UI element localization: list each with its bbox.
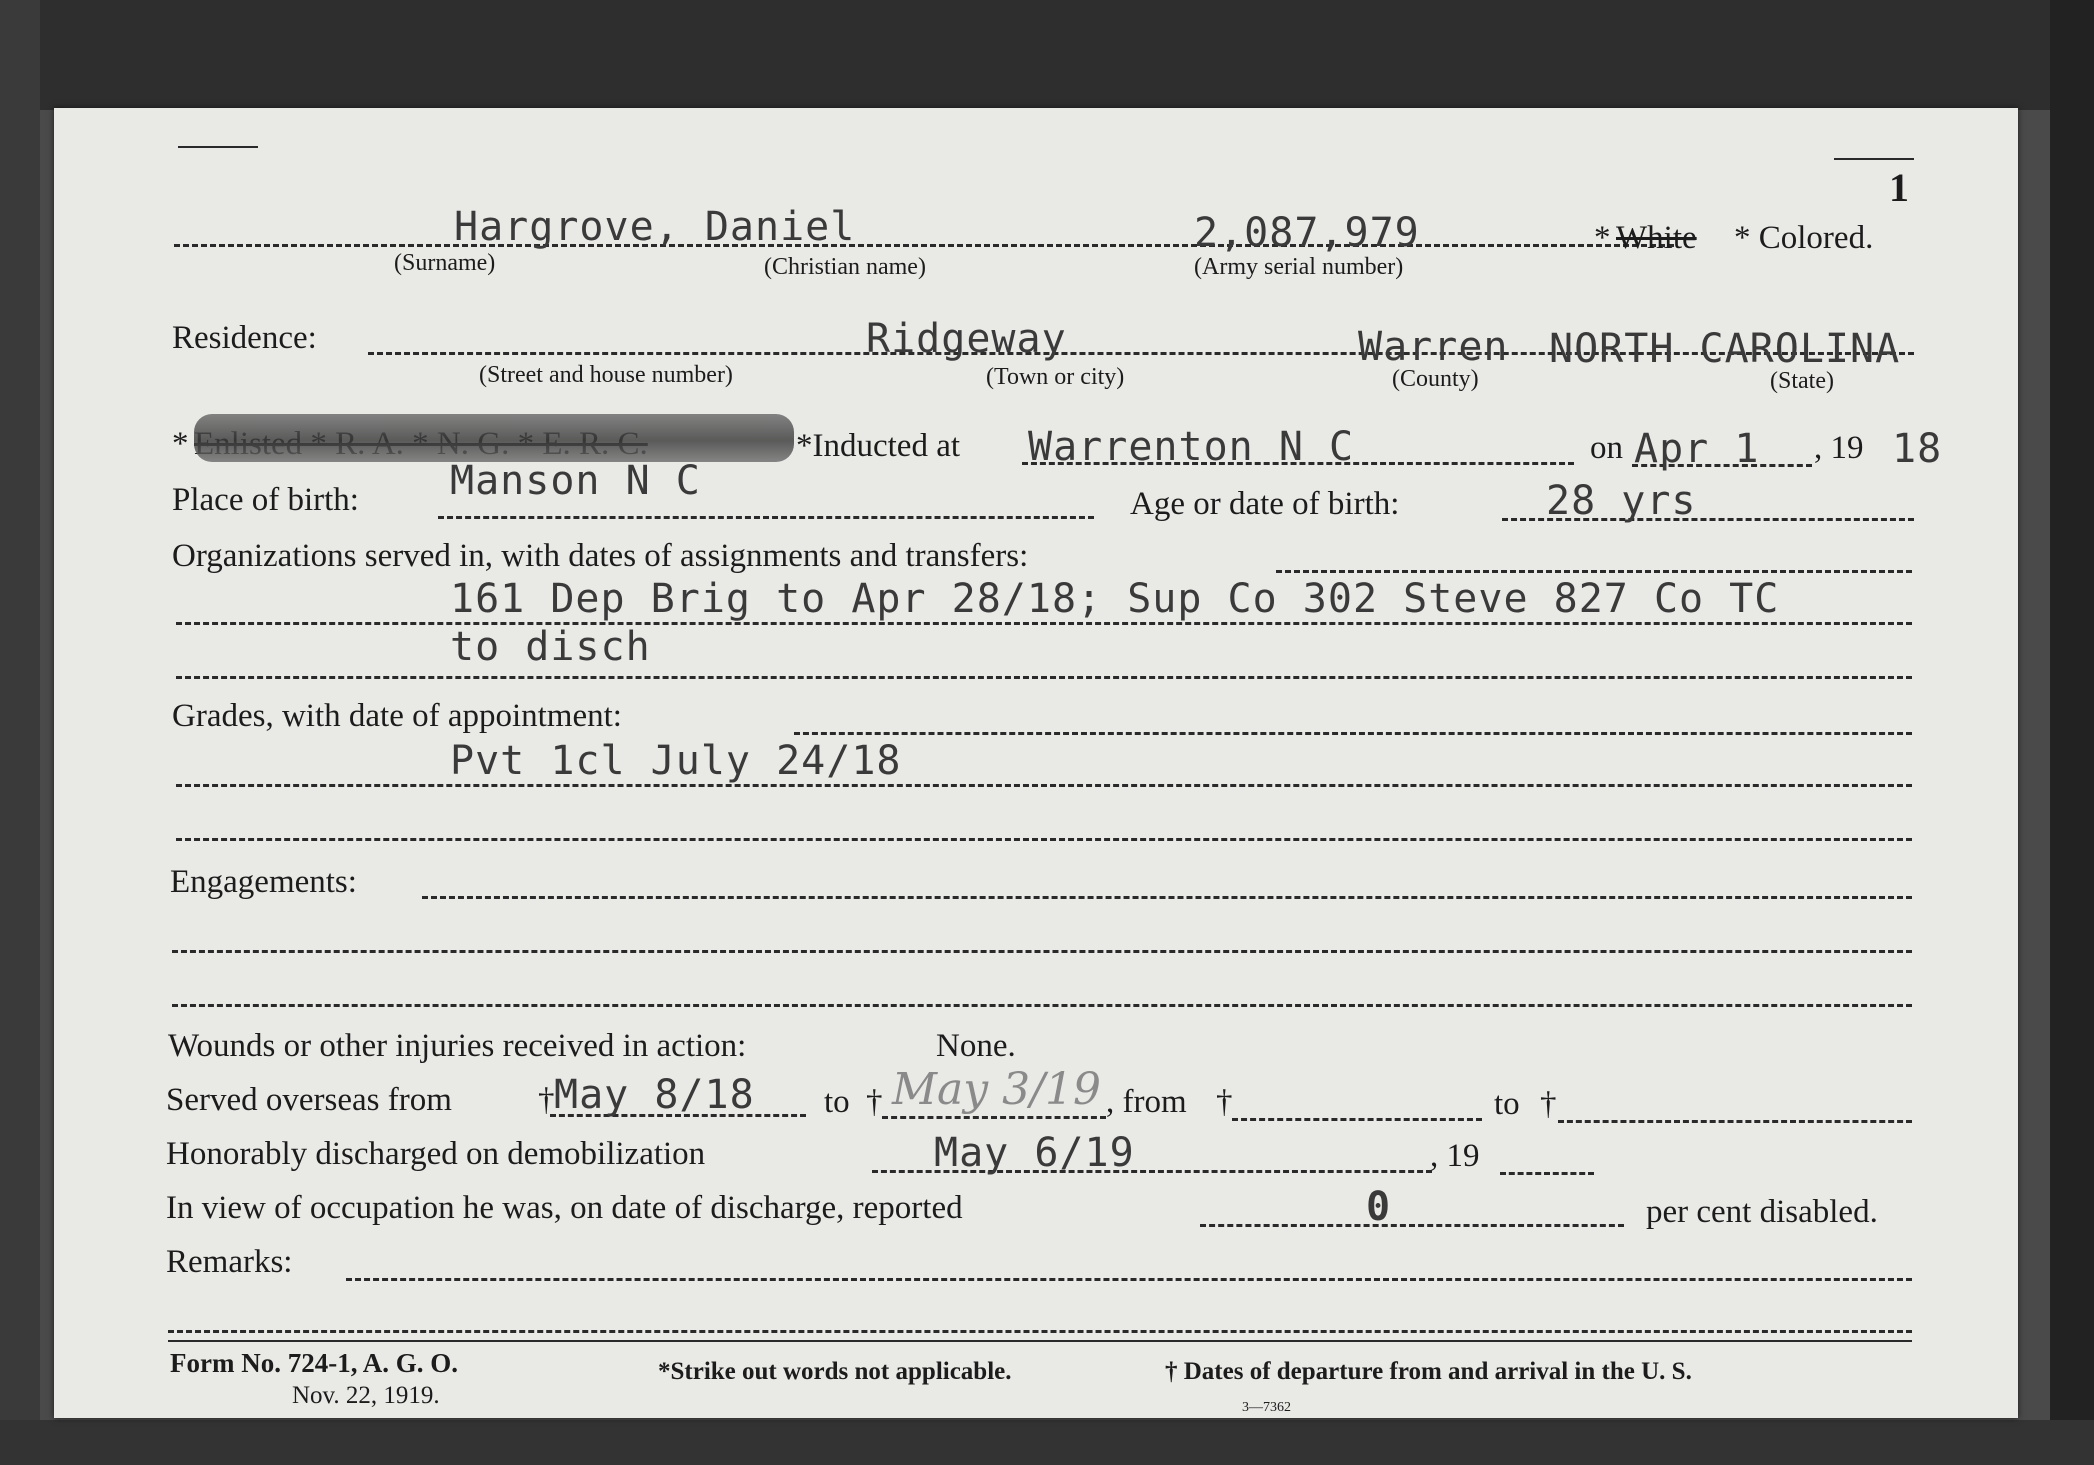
inducted-place: Warrenton N C xyxy=(1028,424,1355,470)
overseas-to-date-handwritten: May 3/19 xyxy=(892,1064,1101,1115)
overseas-dagger-4: † xyxy=(1540,1086,1557,1122)
serial-caption: (Army serial number) xyxy=(1194,254,1404,280)
race-asterisk: * xyxy=(1594,220,1611,256)
overseas-dagger-3: † xyxy=(1216,1084,1233,1120)
race-colored: * Colored. xyxy=(1734,220,1874,256)
organizations-line1: 161 Dep Brig to Apr 28/18; Sup Co 302 Steve 827 Co TC xyxy=(450,576,1780,622)
grades-line-0 xyxy=(794,732,1912,735)
overseas-from-date: May 8/18 xyxy=(554,1072,755,1118)
disability-suffix: per cent disabled. xyxy=(1646,1194,1878,1230)
birth-place-line xyxy=(438,516,1094,519)
age-label: Age or date of birth: xyxy=(1130,486,1400,522)
overseas-from-label-2: , from xyxy=(1106,1084,1187,1120)
birth-place-value: Manson N C xyxy=(450,458,701,504)
street-caption: (Street and house number) xyxy=(479,362,733,388)
overseas-dagger-1: † xyxy=(538,1082,555,1118)
top-right-rule xyxy=(1834,158,1914,160)
card-number: 1 xyxy=(1889,165,1909,210)
engagements-line-2 xyxy=(172,1004,1912,1007)
organizations-line-0 xyxy=(1276,570,1912,573)
top-left-rule xyxy=(178,146,258,148)
name-line xyxy=(174,244,1674,247)
wounds-value: None. xyxy=(936,1028,1016,1064)
discharge-year-line xyxy=(1500,1172,1594,1175)
grades-line-2 xyxy=(176,838,1912,841)
scan-top-border xyxy=(0,0,2094,110)
footer-note-dates: † Dates of departure from and arrival in the U. S. xyxy=(1165,1358,1692,1385)
residence-state: NORTH CAROLINA xyxy=(1549,326,1901,372)
discharge-year-label: , 19 xyxy=(1430,1138,1480,1174)
engagements-line-1 xyxy=(172,950,1912,953)
scan-left-border xyxy=(0,0,40,1465)
print-code: 3—7362 xyxy=(1242,1400,1291,1415)
engagements-label: Engagements: xyxy=(170,864,357,900)
grades-line-1 xyxy=(176,784,1912,787)
inducted-label: *Inducted at xyxy=(796,428,961,464)
residence-county: Warren xyxy=(1358,324,1509,370)
footer-note-strike: *Strike out words not applicable. xyxy=(658,1358,1012,1385)
race-white-struck: White xyxy=(1616,220,1697,256)
overseas-from-line-2 xyxy=(1232,1118,1482,1121)
ink-smudge xyxy=(194,414,794,462)
residence-town: Ridgeway xyxy=(866,316,1067,362)
christian-name-caption: (Christian name) xyxy=(764,254,926,280)
overseas-to-label-2: to xyxy=(1494,1086,1520,1122)
induction-date: Apr 1 xyxy=(1634,426,1760,472)
footer-rule xyxy=(168,1340,1912,1342)
engagements-line-0 xyxy=(422,896,1912,899)
organizations-line-1 xyxy=(176,622,1912,625)
organizations-line2: to disch xyxy=(450,624,651,670)
service-record-card xyxy=(54,108,2018,1418)
form-number: Form No. 724-1, A. G. O. xyxy=(170,1348,458,1378)
induction-year-suffix: 18 xyxy=(1892,426,1943,472)
serial-number-value: 2,087,979 xyxy=(1194,210,1420,256)
name-value: Hargrove, Daniel xyxy=(454,204,856,250)
remarks-label: Remarks: xyxy=(166,1244,293,1280)
overseas-to-label: to xyxy=(824,1084,850,1120)
overseas-label: Served overseas from xyxy=(166,1082,452,1118)
organizations-line-2 xyxy=(176,676,1912,679)
overseas-to-line-2 xyxy=(1558,1120,1912,1123)
grades-label: Grades, with date of appointment: xyxy=(172,698,622,734)
wounds-label: Wounds or other injuries received in action: xyxy=(168,1028,747,1064)
form-date: Nov. 22, 1919. xyxy=(292,1382,440,1409)
enlisted-asterisk: * xyxy=(172,426,189,462)
surname-caption: (Surname) xyxy=(394,250,496,276)
overseas-to-line xyxy=(882,1116,1106,1119)
residence-label: Residence: xyxy=(172,320,317,356)
discharge-label: Honorably discharged on demobilization xyxy=(166,1136,706,1172)
disability-label: In view of occupation he was, on date of discharge, reported xyxy=(166,1190,963,1226)
discharge-date: May 6/19 xyxy=(934,1130,1135,1176)
birth-place-label: Place of birth: xyxy=(172,482,359,518)
organizations-label: Organizations served in, with dates of assignments and transfers: xyxy=(172,538,1029,574)
age-value: 28 yrs xyxy=(1546,478,1697,524)
on-label: on xyxy=(1590,430,1623,466)
induction-year-prefix: , 19 xyxy=(1814,430,1864,466)
overseas-dagger-2: † xyxy=(866,1084,883,1120)
remarks-line-0 xyxy=(346,1278,1912,1281)
county-caption: (County) xyxy=(1392,366,1479,392)
town-caption: (Town or city) xyxy=(986,364,1125,390)
disability-line xyxy=(1200,1224,1624,1227)
disability-value: 0 xyxy=(1366,1184,1392,1230)
scan-bottom-border xyxy=(0,1420,2094,1465)
remarks-line-1 xyxy=(168,1330,1912,1333)
grades-value: Pvt 1cl July 24/18 xyxy=(450,738,902,784)
state-caption: (State) xyxy=(1770,368,1834,394)
scan-right-border xyxy=(2050,0,2094,1465)
